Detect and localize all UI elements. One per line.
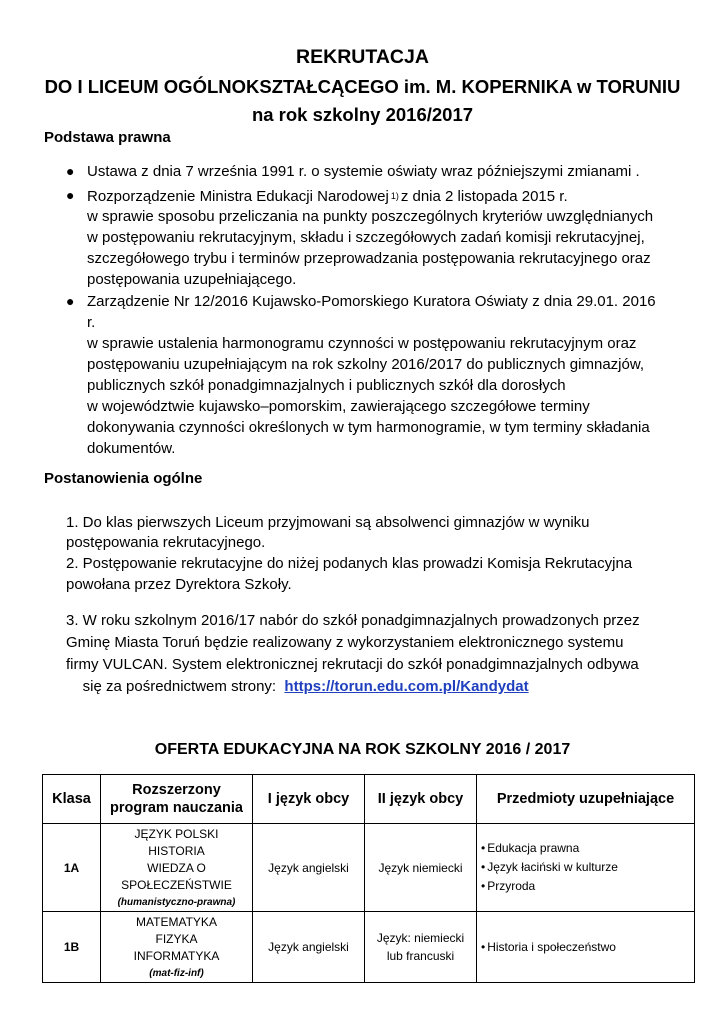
second-language: Język: niemiecki lub francuski — [365, 912, 477, 983]
table-row — [43, 824, 695, 912]
legal-item-2-line: postępowania uzupełniającego. — [87, 271, 297, 288]
program-cell: MATEMATYKA FIZYKA INFORMATYKA (mat-fiz-inf) — [101, 912, 253, 983]
general-point-2: powołana przez Dyrektora Szkoły. — [66, 576, 292, 593]
legal-item-2-line: w sprawie sposobu przeliczania na punkty poszczególnych kryteriów uwzględnianych — [87, 208, 654, 225]
program-cell: JĘZYK POLSKI HISTORIA WIEDZA O SPOŁECZEŃSTWIE (humanistyczno-prawna) — [101, 824, 253, 912]
legal-item-2-title: Rozporządzenie Ministra Edukacji Narodowej $^{1)}$ z dnia 2 listopada 2015 r. — [87, 188, 568, 205]
legal-item-3-line: w sprawie ustalenia harmonogramu czynności w postępowaniu rekrutacyjnym oraz — [87, 335, 637, 352]
offer-table — [42, 774, 695, 983]
legal-item-1: Ustawa z dnia 7 września 1991 r. o systemie oświaty wraz późniejszymi zmianami . — [87, 163, 640, 180]
legal-basis-heading: Podstawa prawna — [44, 129, 171, 146]
legal-item-3-line: dokumentów. — [87, 440, 176, 457]
general-point-3: się za pośrednictwem strony: https://torun.edu.com.pl/Kandydat — [66, 678, 529, 695]
table-header-row — [43, 775, 695, 824]
legal-item-3-line: w województwie kujawsko–pomorskim, zawierającego szczegółowe terminy — [87, 398, 590, 415]
class-name: 1A — [43, 824, 101, 912]
footnote-marker: 1) — [390, 191, 399, 201]
general-point-1: postępowania rekrutacyjnego. — [66, 534, 266, 551]
subject-item: • Edukacja prawna — [481, 839, 694, 858]
first-language: Język angielski — [253, 912, 365, 983]
general-point-2: 2. Postępowanie rekrutacyjne do niżej podanych klas prowadzi Komisja Rekrutacyjna — [66, 555, 633, 572]
class-name: 1B — [43, 912, 101, 983]
legal-item-3-line: dokonywania czynności określonych w tym harmonogramie, w tym terminy składania — [87, 419, 650, 436]
legal-item-3-line: postępowaniu uzupełniającym na rok szkolny 2016/2017 do publicznych gimnazjów, — [87, 356, 645, 373]
legal-item-3-line: Zarządzenie Nr 12/2016 Kujawsko-Pomorskiego Kuratora Oświaty z dnia 29.01. 2016 — [87, 293, 656, 310]
legal-item-3-line: publicznych szkół ponadgimnazjalnych i publicznych szkół dla dorosłych — [87, 377, 566, 394]
recruitment-link[interactable]: https://torun.edu.com.pl/Kandydat — [284, 678, 529, 695]
subjects-cell — [477, 824, 695, 912]
profile-note: (mat-fiz-inf) — [149, 968, 204, 979]
legal-item-3-line: r. — [87, 314, 96, 331]
school-year: na rok szkolny 2016/2017 — [251, 104, 474, 125]
first-language: Język angielski — [253, 824, 365, 912]
bullet-icon: ● — [66, 163, 75, 179]
general-point-3: firmy VULCAN. System elektronicznej rekrutacji do szkół ponadgimnazjalnych odbywa — [66, 656, 639, 673]
general-heading: Postanowienia ogólne — [44, 470, 203, 487]
subject-item: • Język łaciński w kulturze — [481, 858, 694, 877]
column-header: I język obcy — [253, 775, 365, 824]
column-header: Rozszerzony program nauczania — [101, 775, 253, 824]
table-row — [43, 912, 695, 983]
subject-item: • Historia i społeczeństwo — [481, 938, 694, 957]
school-name: DO I LICEUM OGÓLNOKSZTAŁCĄCEGO im. M. KOPERNIKA w TORUNIU — [44, 76, 681, 97]
column-header: Przedmioty uzupełniające — [477, 775, 695, 824]
subject-item: • Przyroda — [481, 877, 694, 896]
general-point-3: Gminę Miasta Toruń będzie realizowany z wykorzystaniem elektronicznego systemu — [66, 634, 624, 651]
column-header: II język obcy — [365, 775, 477, 824]
bullet-icon: ● — [66, 293, 75, 309]
bullet-icon: ● — [66, 187, 75, 203]
general-point-3: 3. W roku szkolnym 2016/17 nabór do szkół ponadgimnazjalnych prowadzonych przez — [66, 612, 640, 629]
subjects-cell — [477, 912, 695, 983]
column-header: Klasa — [43, 775, 101, 824]
page-title: REKRUTACJA — [296, 46, 429, 68]
offer-heading: OFERTA EDUKACYJNA NA ROK SZKOLNY 2016 / 2017 — [154, 741, 571, 758]
legal-item-2-line: w postępowaniu rekrutacyjnym, składu i szczegółowych zadań komisji rekrutacyjnej, — [87, 229, 645, 246]
legal-item-2-line: szczegółowego trybu i terminów przeprowadzania postępowania rekrutacyjnego oraz — [87, 250, 651, 267]
second-language: Język niemiecki — [365, 824, 477, 912]
general-point-1: 1. Do klas pierwszych Liceum przyjmowani są absolwenci gimnazjów w wyniku — [66, 514, 590, 531]
profile-note: (humanistyczno-prawna) — [117, 897, 236, 908]
